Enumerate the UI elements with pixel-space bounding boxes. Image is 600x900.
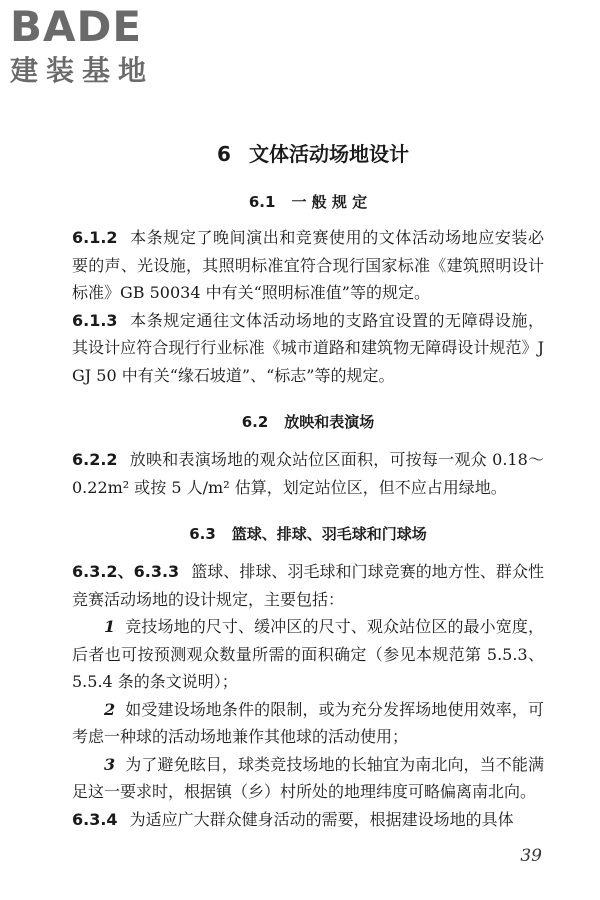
section-title: 一 般 规 定 [291, 193, 368, 211]
clause-number: 6.1.2 [72, 228, 118, 247]
item-text: 为了避免眩目，球类竞技场地的长轴宜为南北向，当不能满足这一要求时，根据镇（乡）村所处的地理纬度可略偏离南北向。 [72, 754, 544, 801]
clause-6-1-3 [72, 307, 544, 390]
list-item-3 [72, 751, 544, 806]
item-number: 3 [104, 754, 116, 774]
clause-number: 6.1.3 [72, 310, 118, 330]
item-number: 2 [104, 699, 116, 719]
section-heading-6-2 [72, 411, 544, 432]
chapter-title [72, 138, 544, 167]
list-item-2 [72, 696, 544, 751]
item-text: 如受建设场地条件的限制，或为充分发挥场地使用效率，可考虑一种球的活动场地兼作其他球的活动使用； [72, 699, 544, 746]
clause-6-3-4 [72, 806, 544, 834]
section-title: 篮球、排球、羽毛球和门球场 [231, 525, 427, 543]
clause-number: 6.2.2 [72, 450, 118, 469]
page-content [72, 138, 544, 833]
chapter-number: 6 [217, 142, 231, 166]
clause-number: 6.3.4 [72, 809, 118, 829]
logo [10, 4, 180, 88]
section-number: 6.3 [189, 525, 216, 543]
clause-text: 本条规定了晚间演出和竞赛使用的文体活动场地应安装必要的声、光设施，其照明标准宜符合现行国家标准《建筑照明设计标准》GB 50034 中有关“照明标准值”等的规定。 [72, 228, 544, 302]
clause-6-3-2-6-3-3 [72, 558, 544, 613]
section-number: 6.2 [241, 413, 269, 431]
section-number: 6.1 [248, 193, 276, 211]
chapter-title-text: 文体活动场地设计 [248, 142, 409, 166]
clause-number: 6.3.2、6.3.3 [72, 562, 180, 581]
clause-6-2-2 [72, 446, 544, 501]
clause-text: 本条规定通往文体活动场地的支路宜设置的无障碍设施，其设计应符合现行行业标准《城市道路和建筑物无障碍设计规范》JGJ 50 中有关“缘石坡道”、“标志”等的规定。 [72, 310, 544, 385]
clause-text: 为适应广大群众健身活动的需要，根据建设场地的具体 [129, 809, 514, 829]
clause-text: 放映和表演场地的观众站位区面积，可按每一观众 0.18～0.22m² 或按 5 人/m² 估算，划定站位区，但不应占用绿地。 [72, 450, 544, 497]
section-heading-6-3 [72, 523, 544, 544]
item-number: 1 [104, 617, 116, 636]
logo-subtitle: 建装基地 [10, 54, 155, 87]
list-item-1 [72, 613, 544, 696]
section-title: 放映和表演场 [284, 413, 375, 431]
logo-wordmark: BADE [10, 2, 143, 51]
item-text: 竞技场地的尺寸、缓冲区的尺寸、观众站位区的最小宽度，后者也可按预测观众数量所需的面积确定（参见本规范第 5.5.3、5.5.4 条的条文说明）； [72, 617, 544, 691]
clause-text: 篮球、排球、羽毛球和门球竞赛的地方性、群众性竞赛活动场地的设计规定，主要包括： [72, 562, 544, 609]
clause-6-1-2 [72, 224, 544, 307]
page-number: 39 [520, 846, 542, 866]
section-heading-6-1 [72, 191, 544, 212]
